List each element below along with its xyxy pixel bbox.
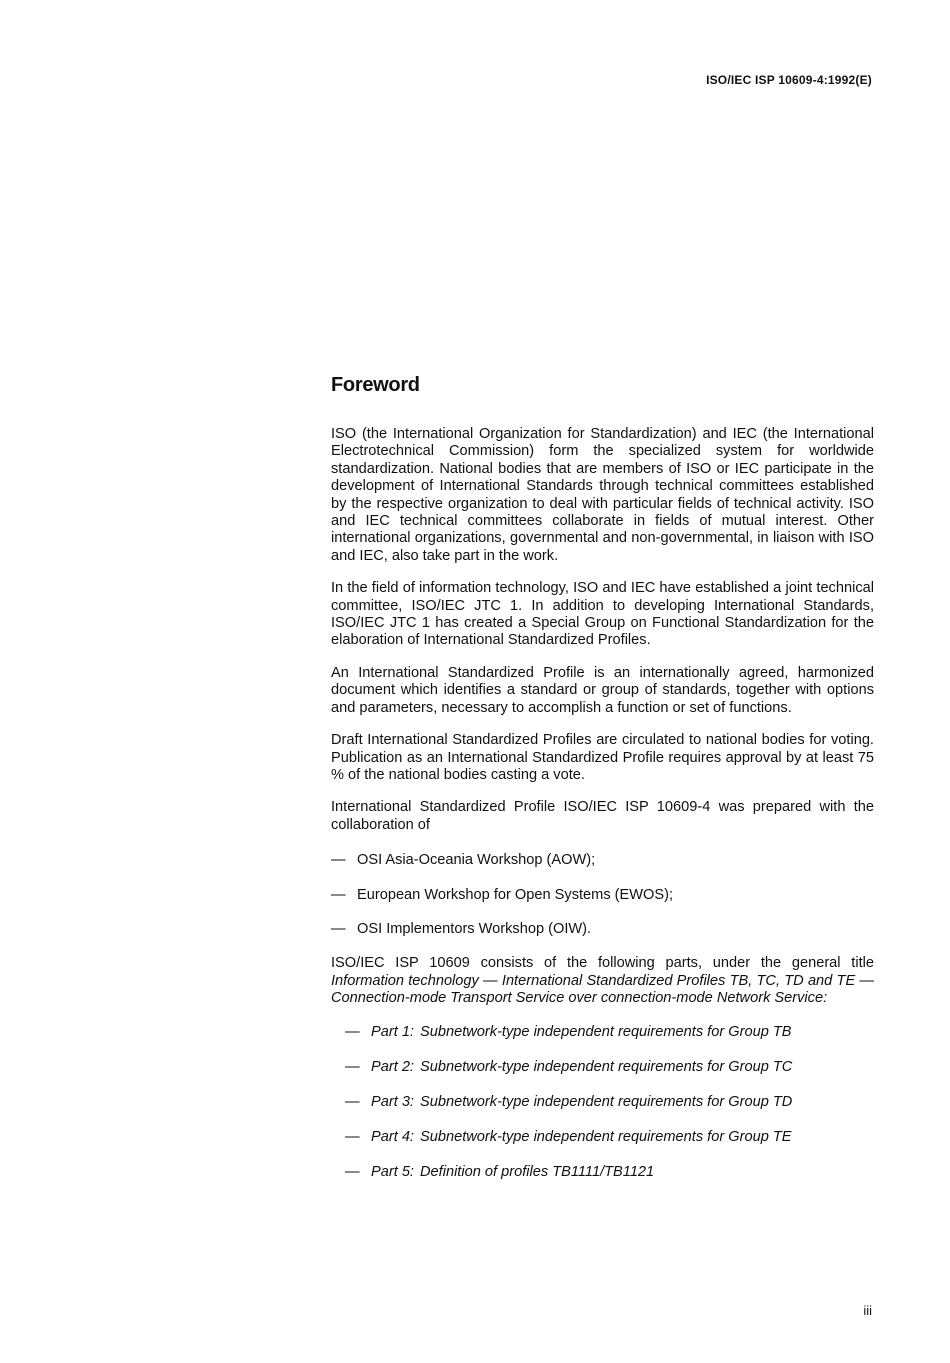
paragraph: ISO (the International Organization for Standardization) and IEC (the International Electrotechnical Commission) form the specialized system for worldwide standardization. National bodies that are members of ISO or IEC participate in the development of International Standards through technical committees established by the respective organization to deal with particular fields of technical activity. ISO and IEC technical committees collaborate in fields of mutual interest. Other international organizations, governmental and non-governmental, in liaison with ISO and IEC, also take part in the work.	[331, 426, 874, 564]
paragraph: International Standardized Profile ISO/IEC ISP 10609-4 was prepared with the collaboration of	[331, 799, 874, 833]
dash-bullet: —	[331, 920, 346, 937]
dash-bullet: —	[345, 1093, 360, 1110]
paragraph: An International Standardized Profile is an internationally agreed, harmonized document which identifies a standard or group of standards, together with options and parameters, necessary to accomplish a function or set of functions.	[331, 664, 874, 716]
collaborator-name: European Workshop for Open Systems (EWOS);	[357, 886, 674, 903]
part-title: Subnetwork-type independent requirements for Group TC	[420, 1058, 793, 1075]
parts-intro-paragraph	[331, 955, 874, 1007]
part-title: Subnetwork-type independent requirements for Group TB	[420, 1023, 792, 1040]
dash-bullet: —	[331, 886, 346, 903]
list-item	[345, 1059, 874, 1076]
dash-bullet: —	[345, 1163, 360, 1180]
part-number: Part 4:	[371, 1128, 414, 1145]
parts-list	[345, 1024, 874, 1181]
dash-bullet: —	[331, 852, 346, 869]
list-item	[331, 852, 874, 869]
list-item	[331, 887, 874, 904]
list-item	[345, 1094, 874, 1111]
foreword-section	[331, 374, 874, 1199]
part-title: Subnetwork-type independent requirements for Group TD	[420, 1093, 793, 1110]
paragraph: Draft International Standardized Profiles are circulated to national bodies for voting. Publication as an International Standardized Profile requires approval by at least 75 % of the national bodies casting a vote.	[331, 732, 874, 783]
foreword-title: Foreword	[331, 374, 420, 396]
page-number: iii	[863, 1303, 872, 1318]
parts-intro: ISO/IEC ISP 10609 consists of the following parts, under the general title	[331, 955, 874, 972]
dash-bullet: —	[345, 1058, 360, 1075]
list-item	[345, 1024, 874, 1041]
document-id: ISO/IEC ISP 10609-4:1992(E)	[706, 73, 872, 87]
paragraph: In the field of information technology, ISO and IEC have established a joint technical committee, ISO/IEC JTC 1. In addition to developing International Standards, ISO/IEC JTC 1 has created a Special Group on Functional Standardization for the elaboration of International Standardized Profiles.	[331, 580, 874, 649]
dash-bullet: —	[345, 1128, 360, 1145]
part-number: Part 2:	[371, 1058, 414, 1075]
collaborator-name: OSI Implementors Workshop (OIW).	[357, 920, 592, 937]
part-title: Definition of profiles TB1111/TB1121	[420, 1163, 655, 1180]
part-number: Part 1:	[371, 1023, 414, 1040]
list-item	[345, 1129, 874, 1146]
list-item	[345, 1164, 874, 1181]
part-number: Part 5:	[371, 1163, 414, 1180]
list-item	[331, 921, 874, 938]
part-number: Part 3:	[371, 1093, 414, 1110]
collaborators-list	[331, 852, 874, 938]
collaborator-name: OSI Asia-Oceania Workshop (AOW);	[357, 852, 596, 869]
series-title: Information technology — International Standardized Profiles TB, TC, TD and TE — Connection-mode Transport Service over connection-mode Network Service:	[331, 972, 874, 1007]
part-title: Subnetwork-type independent requirements for Group TE	[420, 1128, 792, 1145]
dash-bullet: —	[345, 1023, 360, 1040]
